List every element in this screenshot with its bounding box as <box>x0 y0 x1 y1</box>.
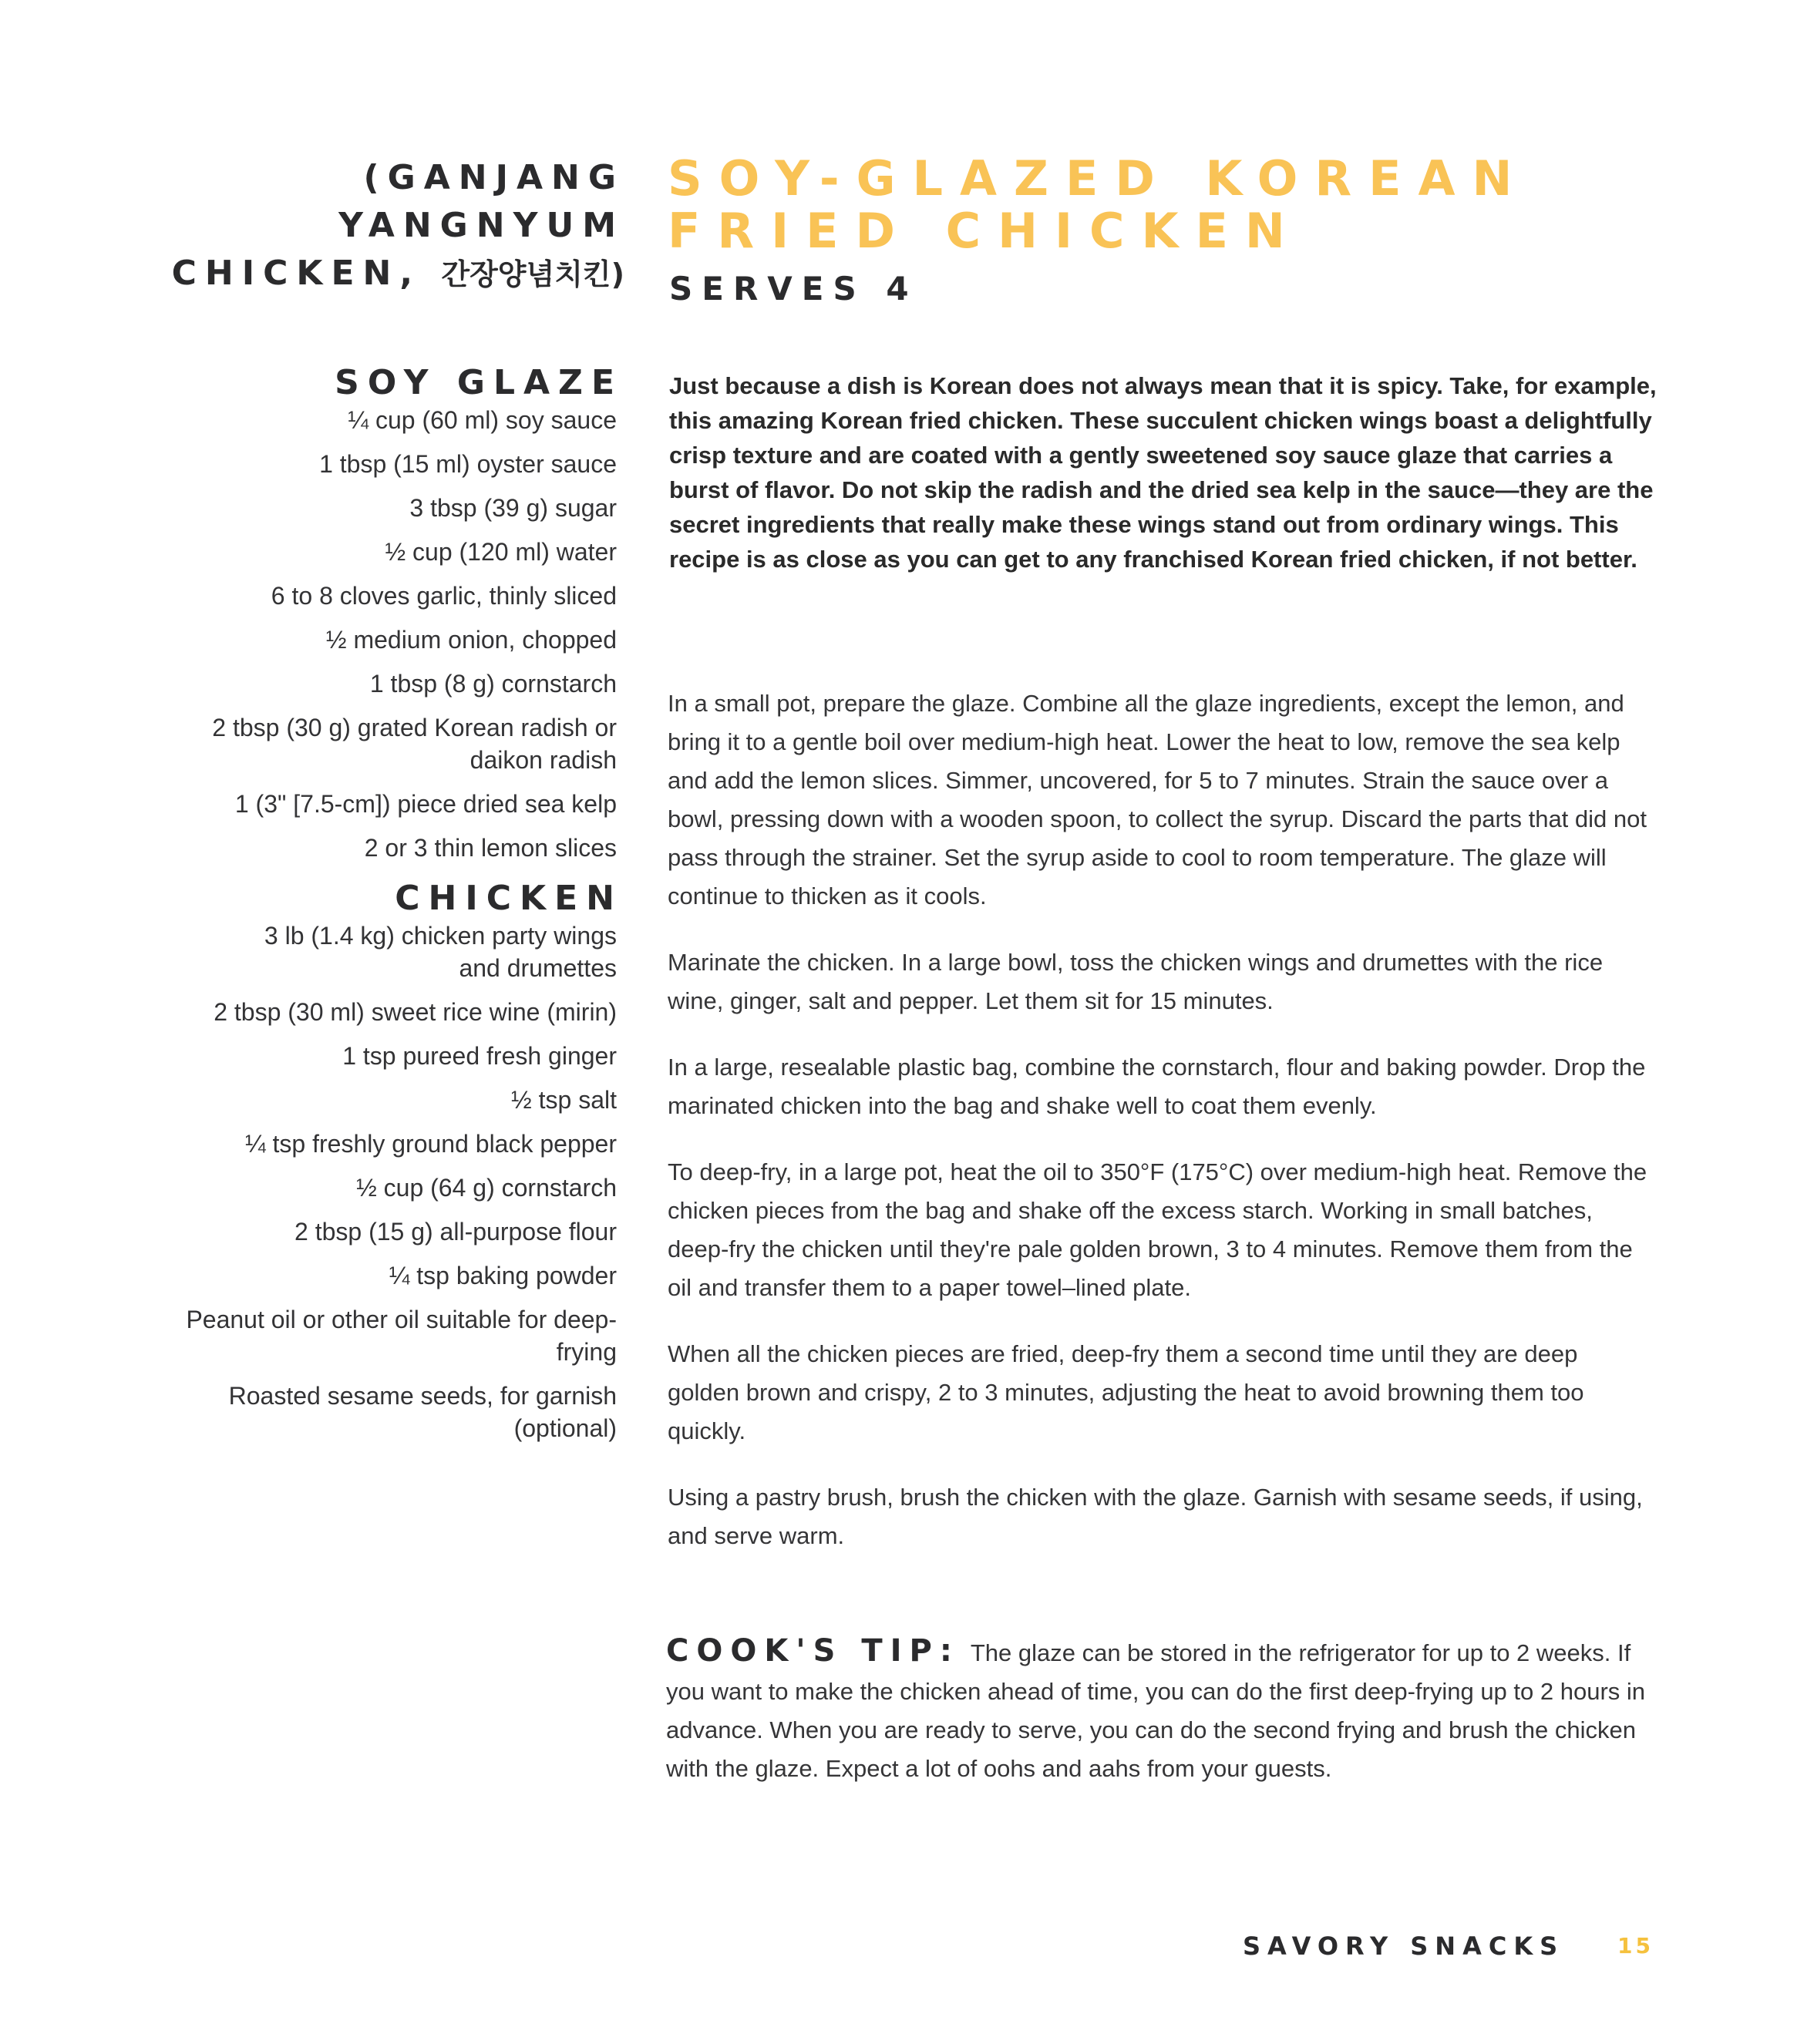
ingredient-item: 1 (3" [7.5-cm]) piece dried sea kelp <box>234 790 617 818</box>
page-number: 15 <box>1617 1933 1654 1958</box>
recipe-title <box>668 150 1670 259</box>
ingredient-item: 1 tsp pureed fresh ginger <box>342 1042 617 1070</box>
ingredient-item: ½ medium onion, chopped <box>325 626 617 654</box>
subtitle-line: YANGNYUM <box>338 206 624 245</box>
footer-section-title: SAVORY SNACKS <box>1243 1931 1565 1961</box>
chicken-ingredient-list <box>154 919 617 1444</box>
title-line: SOY-GLAZED KOREAN <box>668 150 1530 207</box>
ingredients-column <box>154 362 623 1456</box>
title-line: FRIED CHICKEN <box>668 203 1302 259</box>
method-step: Marinate the chicken. In a large bowl, toss the chicken wings and drumettes with the rice wine, ginger, salt and pepper. Let them sit for 15 minutes. <box>668 949 1604 1014</box>
ingredient-item: Peanut oil or other oil suitable for deep-frying <box>186 1306 617 1366</box>
recipe-subtitle <box>139 154 624 298</box>
servings-label: SERVES 4 <box>669 270 918 308</box>
subtitle-line <box>139 250 624 298</box>
ingredient-item: ¼ cup (60 ml) soy sauce <box>348 406 617 434</box>
method-steps <box>668 684 1651 1583</box>
ingredient-item: ¼ tsp baking powder <box>389 1262 617 1289</box>
ingredient-item: 2 tbsp (30 ml) sweet rice wine (mirin) <box>214 998 617 1026</box>
soy-glaze-ingredient-list <box>154 404 617 864</box>
method-step: Using a pastry brush, brush the chicken with the glaze. Garnish with sesame seeds, if using, and serve warm. <box>668 1484 1643 1549</box>
method-step: When all the chicken pieces are fried, deep-fry them a second time until they are deep golden brown and crispy, 2 to 3 minutes, adjusting the heat to avoid browning them too quickly. <box>668 1340 1584 1444</box>
ingredient-item: 6 to 8 cloves garlic, thinly sliced <box>271 582 617 610</box>
cooks-tip-label: COOK'S TIP: <box>666 1633 960 1669</box>
subtitle-line-text: CHICKEN, <box>171 254 422 293</box>
section-heading-soy-glaze: SOY GLAZE <box>335 363 623 402</box>
subtitle-line: (GANJANG <box>363 158 624 197</box>
method-step: In a large, resealable plastic bag, combine the cornstarch, flour and baking powder. Drop the marinated chicken into the bag and shake well to coat them evenly. <box>668 1054 1646 1119</box>
ingredient-item: 2 tbsp (30 g) grated Korean radish or daikon radish <box>212 714 617 774</box>
ingredient-item: 3 tbsp (39 g) sugar <box>409 494 617 522</box>
section-heading-chicken: CHICKEN <box>395 879 623 918</box>
subtitle-korean: 간장양념치킨) <box>441 257 624 291</box>
ingredient-item: Roasted sesame seeds, for garnish (optional) <box>228 1382 617 1442</box>
ingredient-item: 1 tbsp (8 g) cornstarch <box>369 670 617 698</box>
ingredient-item: ½ cup (120 ml) water <box>385 538 617 566</box>
ingredient-item: ½ tsp salt <box>511 1086 617 1114</box>
ingredient-item: 3 lb (1.4 kg) chicken party wings and drumettes <box>264 922 617 982</box>
cooks-tip <box>666 1632 1653 1788</box>
cooks-tip-text: The glaze can be stored in the refrigerator for up to 2 weeks. If you want to make the chicken ahead of time, you can do the first deep-frying up to 2 hours in advance. When you are ready to serve, you can do the second frying and brush the chicken with the glaze. Expect a lot of oohs and aahs from your guests. <box>666 1639 1646 1782</box>
ingredient-item: ¼ tsp freshly ground black pepper <box>244 1130 617 1158</box>
ingredient-item: 2 or 3 thin lemon slices <box>364 834 617 862</box>
recipe-intro: Just because a dish is Korean does not always mean that it is spicy. Take, for example, this amazing Korean fried chicken. These succulent chicken wings boast a delightfully crisp texture and are coated with a gently sweetened soy sauce glaze that carries a burst of flavor. Do not skip the radish and the dried sea kelp in the sauce—they are the secret ingredients that really make these wings stand out from ordinary wings. This recipe is as close as you can get to any franchised Korean fried chicken, if not better. <box>669 372 1657 573</box>
ingredient-item: 2 tbsp (15 g) all-purpose flour <box>294 1218 617 1246</box>
method-step: To deep-fry, in a large pot, heat the oil to 350°F (175°C) over medium-high heat. Remove the chicken pieces from the bag and shake off the excess starch. Working in small batches, deep-fry the chicken until they're pale golden brown, 3 to 4 minutes. Remove them from the oil and transfer them to a paper towel–lined plate. <box>668 1158 1647 1301</box>
ingredient-item: 1 tbsp (15 ml) oyster sauce <box>319 450 617 478</box>
method-step: In a small pot, prepare the glaze. Combine all the glaze ingredients, except the lemon, and bring it to a gentle boil over medium-high heat. Lower the heat to low, remove the sea kelp and add the lemon slices. Simmer, uncovered, for 5 to 7 minutes. Strain the sauce over a bowl, pressing down with a wooden spoon, to collect the syrup. Discard the parts that did not pass through the strainer. Set the syrup aside to cool to room temperature. The glaze will continue to thicken as it cools. <box>668 690 1647 909</box>
ingredient-item: ½ cup (64 g) cornstarch <box>356 1174 617 1202</box>
